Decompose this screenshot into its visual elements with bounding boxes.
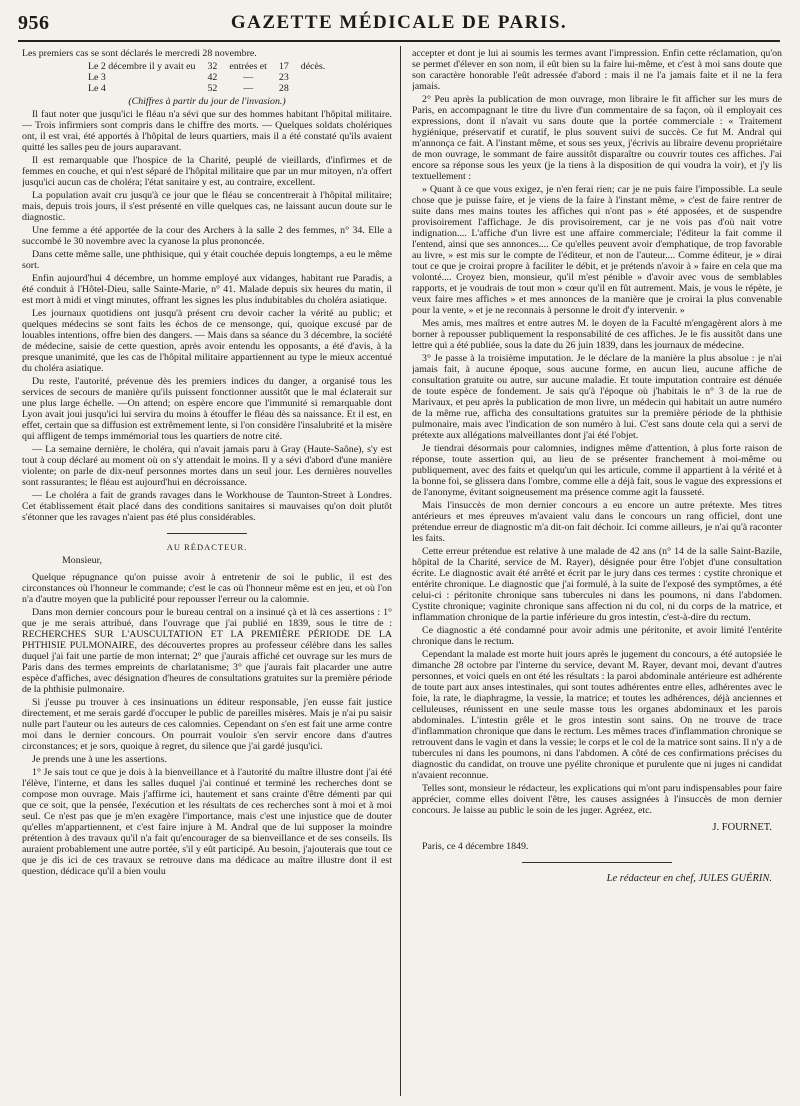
paragraph: — Le choléra a fait de grands ravages dans le Workhouse de Taunton-Street à Londres. Cet établissement était placé dans des conditions sanitaires si mauvaises qu'on doit plutôt s'étonner que les ravages n'aient pas été plus considérables. — [22, 490, 392, 523]
letter-heading: AU RÉDACTEUR. — [166, 542, 248, 552]
column-divider — [400, 46, 401, 1096]
count-entrees-suffix: — — [243, 83, 254, 94]
paragraph: Il faut noter que jusqu'ici le fléau n'a sévi que sur des hommes habitant l'hôpital militaire. — Trois infirmiers sont compris dans le chiffre des morts. — Quelques soldats cholériques ont, il est vrai, été apportés à l'hôpital de leurs quartiers, mais il a été constaté qu'ils avaient quitté les salles peu de jours auparavant. — [22, 109, 392, 153]
letter-paragraph: 2° Peu après la publication de mon ouvrage, mon libraire le fit afficher sur les murs de Paris, en accompagnant le titre du livre d'un commentaire de sa façon, où il employait ces expressions, dont il n'avait vu sans doute que la portée commerciale : « Traitement hygiénique, préservatif et curatif, le plus souvent suivi de succès. Ce fut M. Andral qui m'annonça ce fait. A l'instant même, et sous ses yeux, j'écrivis au libraire devenu propriétaire de mon ouvrage, le sommant de faire aussitôt disparaître ou couvrir toutes ces affiches. J'ai encore sa réponse sous les yeux (je la tiens à la disposition de qui voudra la voir), et j'y lis textuellement : — [412, 94, 782, 182]
paragraph: Les journaux quotidiens ont jusqu'à présent cru devoir cacher la vérité au public; et quelques médecins se sont faits les échos de ce mensonge, qui, quoique excusé par de louables intentions, offre bien des dangers. — Mais dans sa séance du 3 décembre, la société de médecine, saisie de cette question, après avoir entendu les opposants, a été d'avis, à la presque unanimité, que les cas de l'hôpital militaire appartiennent au type le mieux accentué du choléra asiatique. — [22, 308, 392, 374]
count-label: Le 2 décembre il y avait eu — [88, 61, 196, 72]
counts-note: (Chiffres à partir du jour de l'invasion.) — [128, 96, 286, 107]
paragraph: Dans cette même salle, une phthisique, qui y était couchée depuis longtemps, a eu le même sort. — [22, 249, 392, 271]
letter-paragraph: Quelque répugnance qu'on puisse avoir à entretenir de soi le public, il est des circonstances où l'honneur le commande; c'est le cas où l'honneur même est en jeu, et où l'on n'a d'autre moyen que la publicité pour repousser l'erreur ou la calomnie. — [22, 572, 392, 605]
quoted-reply: » Quant à ce que vous exigez, je n'en ferai rien; car je ne puis faire l'impossible. La seule chose que je puisse faire, et je viens de la faire à l'instant même, » c'est de faire rentrer de suite dans mes mains toutes les affiches qui n'ont pas » été apposées, et de suspendre provisoirement l'affichage. Je dis provisoirement, car je ne vois pas d'où nait votre indignation.... L'affiche d'un livre est une affaire commerciale; l'éditeur la fait comme il l'entend, ainsi que ses annonces.... Ce qu'elles peuvent avoir d'emphatique, de trop favorable au livre, » est mis sur le compte de l'éditeur, et non de l'auteur.... Comme éditeur, je » dirai tout ce que je croirai propre à faciliter le débit, et je prétends n'avoir à » faire en cela que ma volonté.... Croyez bien, monsieur, qu'il m'est pénible » d'avoir avec vous de semblables rapports, et je voudrais de tout mon » cœur qu'il en fût autrement. Mais, je vous le répète, je veux faire mes affiches » et mes annonces de la manière que je croirai la plus convenable pour la vente, » et je ne reconnais à personne le droit d'y intervenir. » — [412, 184, 782, 316]
paragraph: Il est remarquable que l'hospice de la Charité, peuplé de vieillards, d'infirmes et de femmes en couche, et qui n'est séparé de l'hôpital militaire que par un mur mitoyen, n'a offert jusqu'ici aucun cas de choléra; l'état sanitaire y est, au contraire, excellent. — [22, 155, 392, 188]
count-label: Le 4 — [88, 83, 106, 94]
count-entrees: 42 — [207, 72, 218, 83]
count-deces: 28 — [278, 83, 289, 94]
paragraph: Du reste, l'autorité, prévenue dès les premiers indices du danger, a organisé tous les services de secours de manière qu'ils puissent fonctionner aussitôt que le mal éclaterait sur une plus large échelle. —On attend; on espère encore que l'immunité si remarquable dont Lyon avait joui jusqu'ici lui servira du moins à étouffer le fléau dès sa naissance. Et il est, en effet, certain que sa diffusion est extrêmement lente, si l'on considère l'insalubrité et la misère qui affligent de temps immémorial tous les quartiers de notre cité. — [22, 376, 392, 442]
intro-line: Les premiers cas se sont déclarés le mercredi 28 novembre. — [22, 48, 257, 59]
section-divider — [167, 533, 247, 534]
letter-paragraph: accepter et dont je lui ai soumis les termes avant l'impression. Enfin cette réclamation, qu'on se permet d'élever en son nom, il eût bien su la faire lui-même, et c'est à moi sans doute que son caractère honorable l'eût adressée d'abord : mais il ne l'a jamais faite et il ne la fera jamais. — [412, 48, 782, 92]
letter-paragraph: Je tiendrai désormais pour calomnies, indignes même d'attention, à plus forte raison de réponse, toute assertion qui, au lieu de se présenter franchement à moi-même ou publiquement, avec des faits et quelqu'un qui les articule, comme il appartient à la vérité et à la bonne foi, se glissera dans l'ombre, comme elle a déjà fait, sous le vague des expressions et de l'anonyme, évitant soigneusement ma présence comme agit la fausseté. — [412, 443, 782, 498]
count-entrees: 52 — [207, 83, 218, 94]
count-deces-suffix: décès. — [300, 61, 326, 72]
letter-signature: J. FOURNET. — [712, 822, 772, 833]
letter-paragraph: Cependant la malade est morte huit jours après le jugement du concours, a été autopsiée le dimanche 28 octobre par l'interne du service, devant M. Rayer, devant moi, devant d'autres personnes, et voici quels en ont été les résultats : la paroi abdominale antérieure est adhérente de toute part aux anses intestinales, qui sont toutes adhérentes entre elles, adhérentes avec le foie, la rate, le diaphragme, la vessie, la matrice; et toutes les adhérences, déjà anciennes et celluleuses, réunissent en une seule masse tous les organes abdominaux et les parois abdominales. L'intestin grêle et le gros intestin sont sains. On ne trouve de trace d'inflammation chronique que dans le rectum. Les mêmes traces d'inflammation chronique se retrouvent dans le vagin et dans la vessie; le corps et le col de la matrice sont sains. Il n'y a de tubercules ni dans les poumons, ni dans l'abdomen. A côté de ces confirmations précises du diagnostic du candidat, on trouve une pyélite chronique et purulente que ni juges ni candidat n'avaient reconnue. — [412, 649, 782, 781]
table-row — [82, 61, 331, 72]
letter-paragraph: Dans mon dernier concours pour le bureau central on a insinué çà et là ces assertions : 1° que je me serais attribué, dans l'ouvrage que j'ai publié en 1839, sous le titre de : RECHERCHES SUR L'AUSCULTATION ET LA PREMIÈRE PÉRIODE DE LA PHTHISIE PULMONAIRE, des découvertes propres au professeur célèbre dans les salles duquel j'ai fait une partie de mon internat; 2° que j'aurais affiché cet ouvrage sur les murs de Paris dans des termes empreints de charlatanisme; 3° que j'aurais fait placarder une autre espèce d'affiches, avec désignation d'heures de consultations gratuites sur la première période de la phthisie pulmonaire. — [22, 607, 392, 695]
right-column — [412, 48, 782, 988]
letter-salutation: Monsieur, — [62, 555, 102, 566]
count-deces: 23 — [278, 72, 289, 83]
journal-title: GAZETTE MÉDICALE DE PARIS. — [230, 12, 568, 33]
paragraph: — La semaine dernière, le choléra, qui n'avait jamais paru à Gray (Haute-Saône), s'y est tout à coup déclaré au moment où on s'y attendait le moins. Il y a sévi d'abord d'une manière violente; on parle de dix-neuf personnes mortes dans un seul jour. Les dernières nouvelles sont rassurantes; le fléau est aujourd'hui en décroissance. — [22, 444, 392, 488]
letter-paragraph: Ce diagnostic a été condamné pour avoir admis une péritonite, et avoir limité l'entérite chronique dans le rectum. — [412, 625, 782, 647]
letter-paragraph: Mais l'insuccès de mon dernier concours a eu encore un autre prétexte. Mes titres antérieurs et mes épreuves m'avaient valu dans le concours un rang officiel, dont une prétendue erreur de diagnostic m'a dit-on fait déchoir. Ici comme ailleurs, je n'ai qu'à raconter les faits. — [412, 500, 782, 544]
left-column — [22, 48, 392, 1102]
letter-paragraph: Si j'eusse pu trouver à ces insinuations un éditeur responsable, j'en eusse fait justice directement, et me serais gardé d'occuper le public de pareilles misères. Mais je n'ai pu saisir nulle part l'auteur ou les auteurs de ces calomnies. Cependant on s'en est fait une arme contre moi dans le dernier concours. On pourrait vouloir s'en servir encore dans d'autres circonstances; et je sors, quoique à regret, du silence que j'ai gardé jusqu'ici. — [22, 697, 392, 752]
paragraph: Une femme a été apportée de la cour des Archers à la salle 2 des femmes, n° 34. Elle a succombé le 30 novembre avec la cyanose la plus prononcée. — [22, 225, 392, 247]
section-divider — [522, 862, 672, 863]
count-deces-suffix — [295, 72, 331, 83]
page-number: 956 — [18, 12, 50, 34]
count-deces-suffix — [295, 83, 331, 94]
letter-paragraph: Telles sont, monsieur le rédacteur, les explications qui m'ont paru indispensables pour faire apprécier, comme elles doivent l'être, les causes assignées à l'insuccès de mon dernier concours. Je laisse au public le soin de les juger. Agréez, etc. — [412, 783, 782, 816]
count-entrees: 32 — [207, 61, 218, 72]
count-entrees-suffix: entrées et — [229, 61, 267, 72]
table-row — [82, 72, 331, 83]
letter-place-date: Paris, ce 4 décembre 1849. — [422, 841, 529, 852]
letter-paragraph: Je prends une à une les assertions. — [32, 754, 167, 765]
count-label: Le 3 — [88, 72, 106, 83]
table-row — [82, 83, 331, 94]
count-entrees-suffix: — — [243, 72, 254, 83]
letter-paragraph: Cette erreur prétendue est relative à une malade de 42 ans (n° 14 de la salle Saint-Bazile, hôpital de la Charité, service de M. Rayer), désignée pour être l'objet d'une consultation écrite. Le diagnostic avait été arrêté et écrit par le jury dans ces termes : cystite chronique et entérite chronique. Le diagnostic que j'ai formulé, à la suite de l'exposé des symptômes, a été celui-ci : péritonite chronique sans tubercules ni dans les poumons, ni dans l'abdomen. Cystite chronique; vaginite chronique sans affection ni du col, ni du corps de la matrice, et inflammation chronique de la partie inférieure du gros intestin, c'est-à-dire du rectum. — [412, 546, 782, 623]
letter-paragraph: Mes amis, mes maîtres et entre autres M. le doyen de la Faculté m'engagèrent alors à me borner à repousser publiquement la responsabilité de ces affiches. Je le fis aussitôt dans une lettre qui a été publiée, sous la date du 26 juin 1839, dans les journaux de médecine. — [412, 318, 782, 351]
count-deces: 17 — [278, 61, 289, 72]
page-header — [18, 12, 780, 42]
case-counts-table — [82, 61, 331, 94]
paragraph: Enfin aujourd'hui 4 décembre, un homme employé aux vidanges, habitant rue Paradis, a été conduit à l'Hôtel-Dieu, salle Sainte-Marie, n° 41. Malade depuis six heures du matin, il est mort à midi et vingt minutes, offrant les signes les plus indubitables du choléra asiatique. — [22, 273, 392, 306]
paragraph: La population avait cru jusqu'à ce jour que le fléau se concentrerait à l'hôpital militaire; mais, depuis trois jours, il s'est présenté en ville quelques cas, ne laissant aucun doute sur le diagnostic. — [22, 190, 392, 223]
letter-paragraph: 3° Je passe à la troisième imputation. Je le déclare de la manière la plus absolue : je n'ai jamais fait, à aucune époque, sous aucune forme, en aucun lieu, aucune affiche de consultation gratuite ou autre, sur aucune maladie. Et toute imputation contraire est dénuée de toute espèce de fondement. Je sais qu'à l'époque où j'habitais le n° 3 de la rue de Marivaux, et peu après la publication de mon livre, un médecin qui habitait un autre numéro de la même rue, afficha des consultations gratuites sur la première période de la phthisie pulmonaire, mais avec l'indication de son numéro à lui. C'est sans doute cela qui a servi de prétexte aux allégations malveillantes dont j'ai été l'objet. — [412, 353, 782, 441]
editor-signature: Le rédacteur en chef, JULES GUÉRIN. — [606, 873, 772, 884]
letter-paragraph: 1° Je sais tout ce que je dois à la bienveillance et à l'autorité du maître illustre dont j'ai été l'élève, l'interne, et dans les salles duquel j'ai continué et terminé les recherches dont se compose mon ouvrage. Mais j'affirme ici, hautement et sans crainte d'être démenti par qui que ce soit, que la pensée, l'exécution et les résultats de ces recherches sont à moi et à moi seul. Ce n'est pas que je m'en exagère l'importance, mais c'est une injustice que de douter qu'elles m'appartiennent, et c'est faire injure à M. Andral que de lui supposer la moindre prétention à des travaux qu'il n'a fait qu'encourager de sa bienveillance et de ses conseils. Ils auraient probablement une autre portée, s'il y eût participé. Au besoin, j'ajouterais que tout ce que je dis ici de ces travaux se retrouve dans ma dédicace au maître illustre dont il est question, dédicace qu'il a bien voulu — [22, 767, 392, 877]
